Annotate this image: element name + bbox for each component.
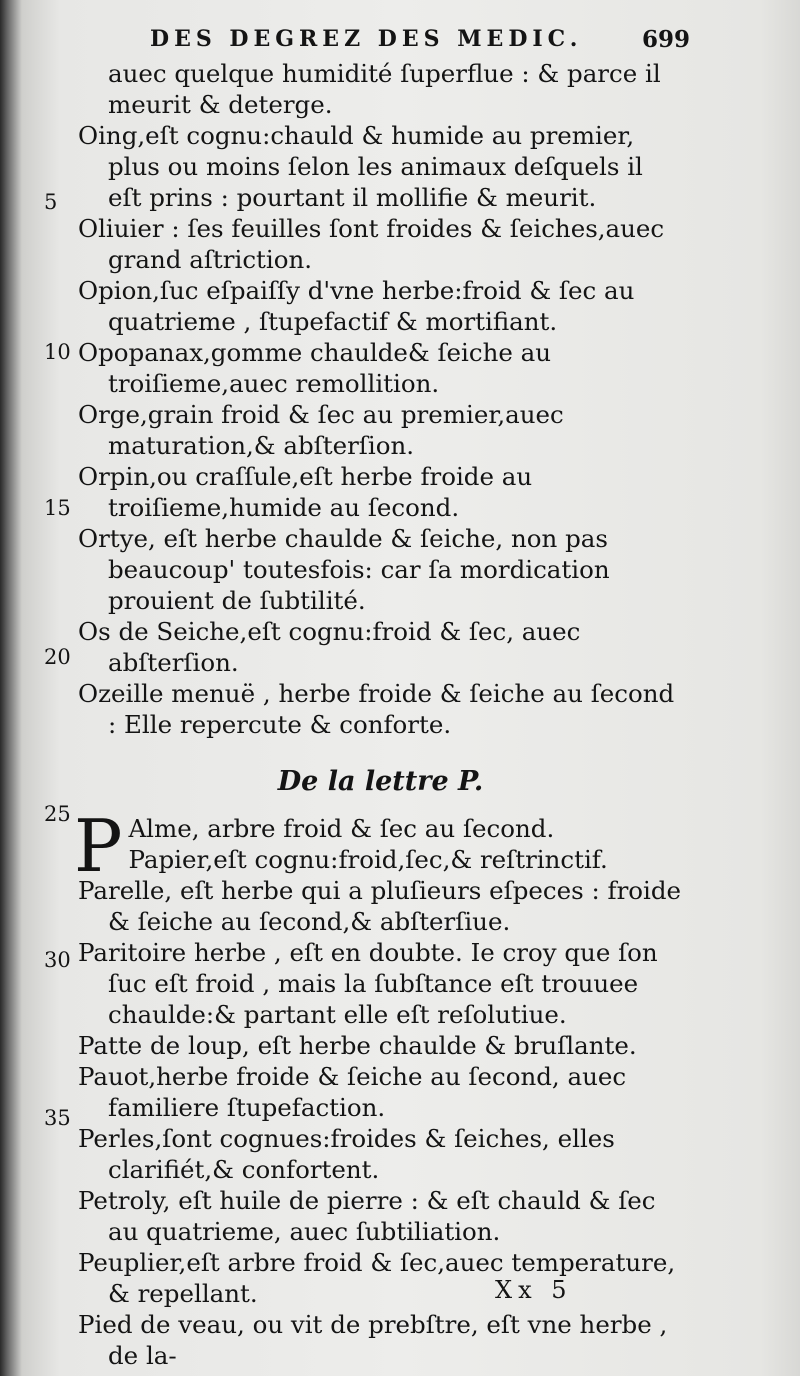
entry-orpin: Orpin,ou craſſule,eſt herbe froide au troiſieme,humide au ſecond. [78,462,533,522]
entry-oing: Oing,eſt cognu:chauld & humide au premier, plus ou moins ſelon les animaux deſquels il eſt prins : pourtant il mollifie & meurit. [78,121,643,212]
entry-petroly: Petroly, eſt huile de pierre : & eſt chauld & ſec au quatrieme, auec ſubtiliation. [78,1186,656,1246]
entry-opion: Opion,ſuc eſpaiſſy d'vne herbe:froid & ſec au quatrieme , ſtupefactif & mortifiant. [78,276,635,336]
entry-perles: Perles,ſont cognues:froides & ſeiches, elles clarifiét,& confortent. [78,1124,615,1184]
entry-papier: Papier,eſt cognu:froid,ſec,& reſtrinctif. [128,845,608,874]
drop-cap: P [74,804,123,888]
page-body [74,58,683,1371]
page-number: 699 [641,26,690,53]
section-heading: De la lettre P. [277,766,484,797]
page-header [150,22,690,58]
line-number: 30 [44,948,71,972]
signature-mark: Xx 5 [495,1276,573,1304]
entry-pauot: Pauot,herbe froide & ſeiche au ſecond, auec familiere ſtupefaction. [78,1062,627,1122]
line-number: 5 [44,190,58,214]
line-number: 10 [44,340,71,364]
entry-continued: auec quelque humidité ſuperflue : & parce il meurit & deterge. [108,59,661,119]
line-number: 25 [44,802,71,826]
entry-patte-de-loup: Patte de loup, eſt herbe chaulde & bruſlante. [78,1031,637,1060]
entry-orge: Orge,grain froid & ſec au premier,auec maturation,& abſterſion. [78,400,564,460]
entry-paritoire: Paritoire herbe , eſt en doubte. Ie croy que ſon ſuc eſt froid , mais la ſubſtance eſt trouuee chaulde:& partant elle eſt reſolutiue. [78,938,658,1029]
entry-palme: Alme, arbre froid & ſec au ſecond. [128,814,555,843]
entry-peuplier: Peuplier,eſt arbre froid & ſec,auec temperature, & repellant. [78,1248,676,1308]
line-number: 15 [44,496,71,520]
entry-parelle: Parelle, eſt herbe qui a pluſieurs eſpeces : froide & ſeiche au ſecond,& abſterſiue. [78,876,682,936]
line-number: 20 [44,645,71,669]
running-head: DES DEGREZ DES MEDIC. [150,26,583,52]
entry-group-p [74,804,683,888]
entry-ozeille: Ozeille menuë , herbe froide & ſeiche au ſecond : Elle repercute & conforte. [78,679,675,739]
entry-os-de-seiche: Os de Seiche,eſt cognu:froid & ſec, auec abſterſion. [78,617,581,677]
entry-oliuier: Oliuier : ſes feuilles ſont froides & ſeiches,auec grand aſtriction. [78,214,665,274]
line-number: 35 [44,1106,71,1130]
entry-ortye: Ortye, eſt herbe chaulde & ſeiche, non pas beaucoup' toutesfois: car ſa mordication prouient de ſubtilité. [78,524,610,615]
entry-opopanax: Opopanax,gomme chaulde& ſeiche au troiſieme,auec remollition. [78,338,552,398]
entry-pied-de-veau: Pied de veau, ou vit de prebſtre, eſt vne herbe , de la- [78,1310,668,1370]
